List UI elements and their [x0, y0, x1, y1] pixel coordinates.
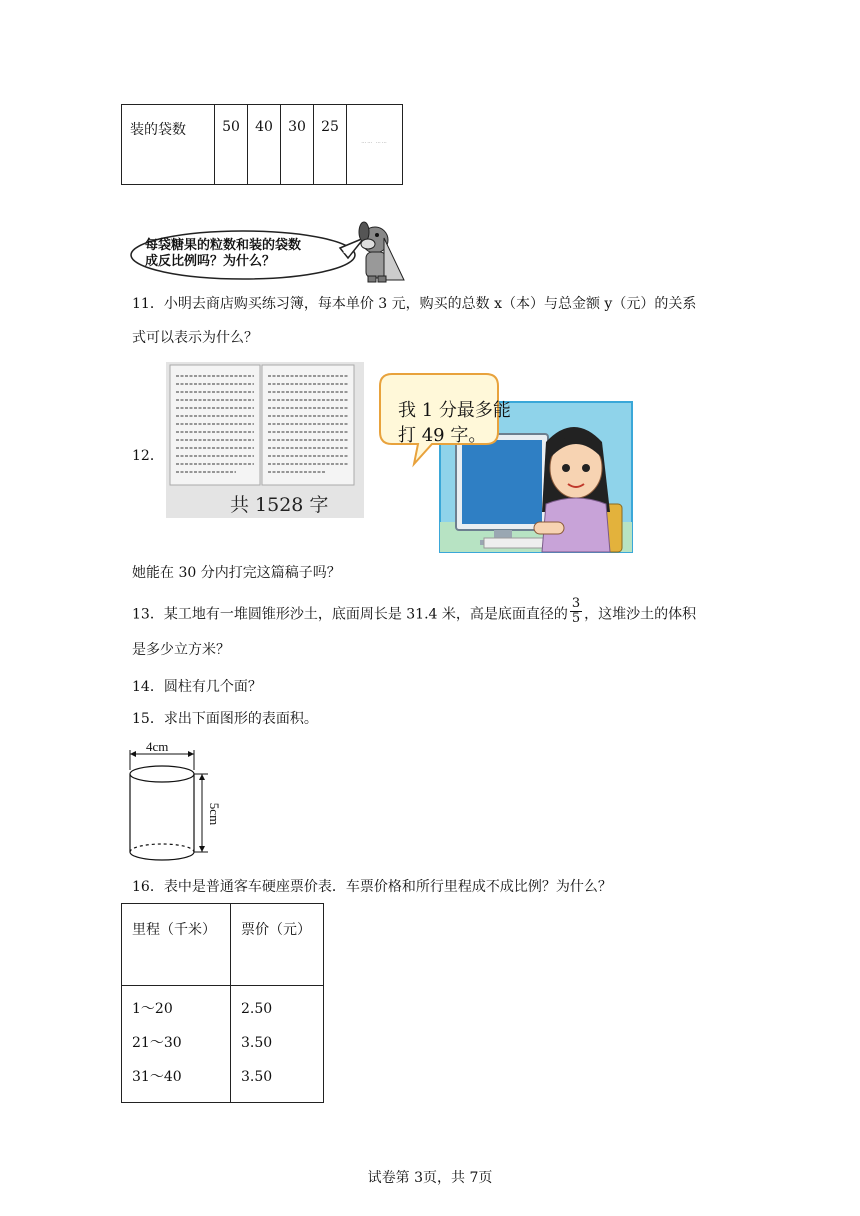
manuscript-pages-icon — [166, 362, 364, 488]
table-row — [122, 986, 324, 1103]
bubble-illustration — [128, 218, 412, 284]
table-header: 里程（千米） — [122, 904, 231, 986]
table-cell: 30 — [281, 105, 314, 185]
table-header-row — [122, 904, 324, 986]
q12-number: 12． — [132, 448, 164, 464]
q12-question: 她能在 30 分内打完这篇稿子吗？ — [132, 565, 341, 581]
table-cell — [231, 986, 324, 1103]
typing-speech-line-1: 我 1 分最多能 — [398, 400, 511, 421]
table-header: 票价（元） — [231, 904, 324, 986]
q15-text: 15．求出下面图形的表面积。 — [132, 711, 318, 727]
table-cell: 25 — [314, 105, 347, 185]
q11-line-1: 11．小明去商店购买练习簿，每本单价 3 元，购买的总数 x（本）与总金额 y（元）的关系 — [132, 296, 697, 312]
fraction-numerator: 3 — [571, 596, 581, 611]
q13-text-before: 13．某工地有一堆圆锥形沙土，底面周长是 31.4 米，高是底面直径的 — [132, 606, 568, 623]
table-cell — [122, 986, 231, 1103]
cylinder-figure — [124, 740, 234, 864]
range-value: 21～30 — [132, 1035, 182, 1051]
table-ellipsis: …… …… — [347, 105, 403, 185]
price-value: 3.50 — [241, 1035, 273, 1051]
bubble-text-line-2: 成反比例吗？为什么？ — [145, 254, 276, 269]
height-label: 5cm — [207, 802, 222, 826]
manuscript-image — [166, 362, 364, 518]
q16-text: 16．表中是普通客车硬座票价表．车票价格和所行里程成不成比例？为什么？ — [132, 879, 612, 895]
bubble-text-line-1: 每袋糖果的粒数和装的袋数 — [145, 238, 302, 253]
q13-line-2: 是多少立方米？ — [132, 642, 230, 658]
table-cell: 50 — [215, 105, 248, 185]
table-cell: 40 — [248, 105, 281, 185]
q13-line-1 — [132, 596, 697, 629]
typing-speech-line-2: 打 49 字。 — [398, 425, 487, 446]
table-row — [122, 105, 403, 185]
typing-girl-illustration — [374, 372, 634, 554]
q11-line-2: 式可以表示为什么？ — [132, 330, 258, 346]
candy-table — [121, 104, 403, 185]
dog-icon — [359, 222, 404, 282]
fraction — [570, 597, 582, 626]
fare-table — [121, 903, 324, 1103]
range-value: 1～20 — [132, 1001, 173, 1017]
fraction-denominator: 5 — [571, 611, 581, 626]
manuscript-caption: 共 1528 字 — [230, 494, 329, 516]
price-value: 3.50 — [241, 1069, 273, 1085]
diameter-label: 4cm — [146, 739, 169, 754]
page-footer: 试卷第 3页，共 7页 — [367, 1170, 493, 1186]
q14-text: 14．圆柱有几个面？ — [132, 679, 262, 695]
table-row-label: 装的袋数 — [122, 105, 215, 185]
range-value: 31～40 — [132, 1069, 182, 1085]
q13-text-after: ，这堆沙土的体积 — [584, 606, 697, 623]
price-value: 2.50 — [241, 1001, 273, 1017]
